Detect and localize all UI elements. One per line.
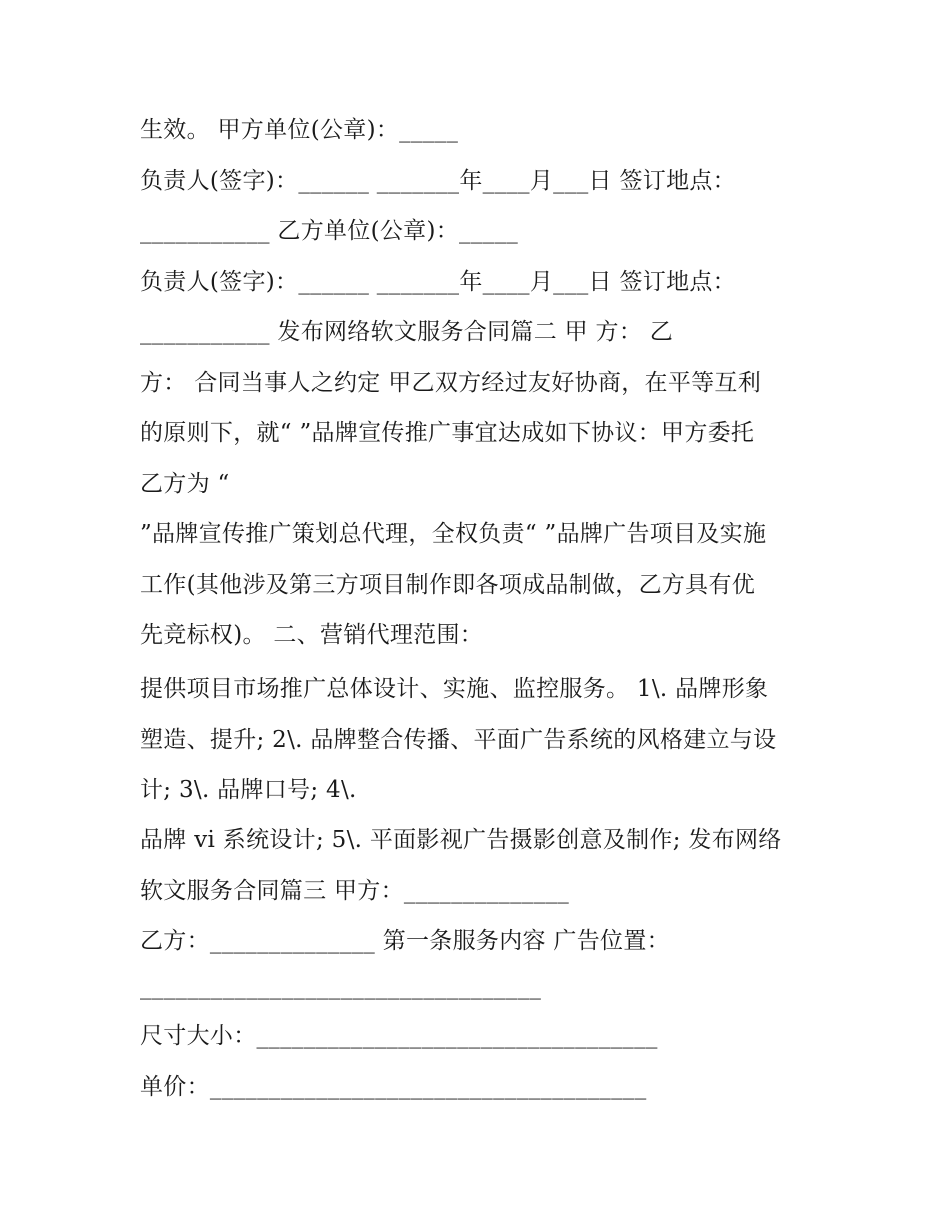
text-line: 工作(其他涉及第三方项目制作即各项成品制做，乙方具有优 <box>140 572 756 598</box>
text-line: 生效。 甲方单位(公章)：_____ <box>140 117 459 143</box>
text-line: ___________ 发布网络软文服务合同篇二 甲 方： 乙 <box>140 319 674 345</box>
text-line: 计; 3\. 品牌口号; 4\. <box>140 777 357 803</box>
text-line: 单价：_____________________________________ <box>140 1074 647 1100</box>
text-line: 方： 合同当事人之约定 甲乙双方经过友好协商，在平等互利 <box>140 370 762 396</box>
text-line: ”品牌宣传推广策划总代理，全权负责“ ”品牌广告项目及实施 <box>140 521 767 547</box>
text-line: 品牌 vi 系统设计; 5\. 平面影视广告摄影创意及制作; 发布网络 <box>140 827 782 853</box>
text-line: 乙方为 “ <box>140 471 230 497</box>
text-line: __________________________________ <box>140 974 542 1000</box>
text-line: ___________ 乙方单位(公章)：_____ <box>140 218 519 244</box>
text-line: 软文服务合同篇三 甲方：______________ <box>140 878 570 904</box>
text-line: 的原则下，就“ ”品牌宣传推广事宜达成如下协议：甲方委托 <box>140 420 755 446</box>
text-line: 负责人(签字)：______ _______年____月___日 签订地点： <box>140 168 736 194</box>
text-line: 塑造、提升; 2\. 品牌整合传播、平面广告系统的风格建立与设 <box>140 727 777 753</box>
text-line: 负责人(签字)：______ _______年____月___日 签订地点： <box>140 269 736 295</box>
text-line: 乙方：______________ 第一条服务内容 广告位置： <box>140 928 670 954</box>
text-line: 尺寸大小：__________________________________ <box>140 1023 658 1049</box>
text-line: 先竞标权)。 二、营销代理范围： <box>140 622 484 648</box>
text-line: 提供项目市场推广总体设计、实施、监控服务。 1\. 品牌形象 <box>140 676 769 702</box>
